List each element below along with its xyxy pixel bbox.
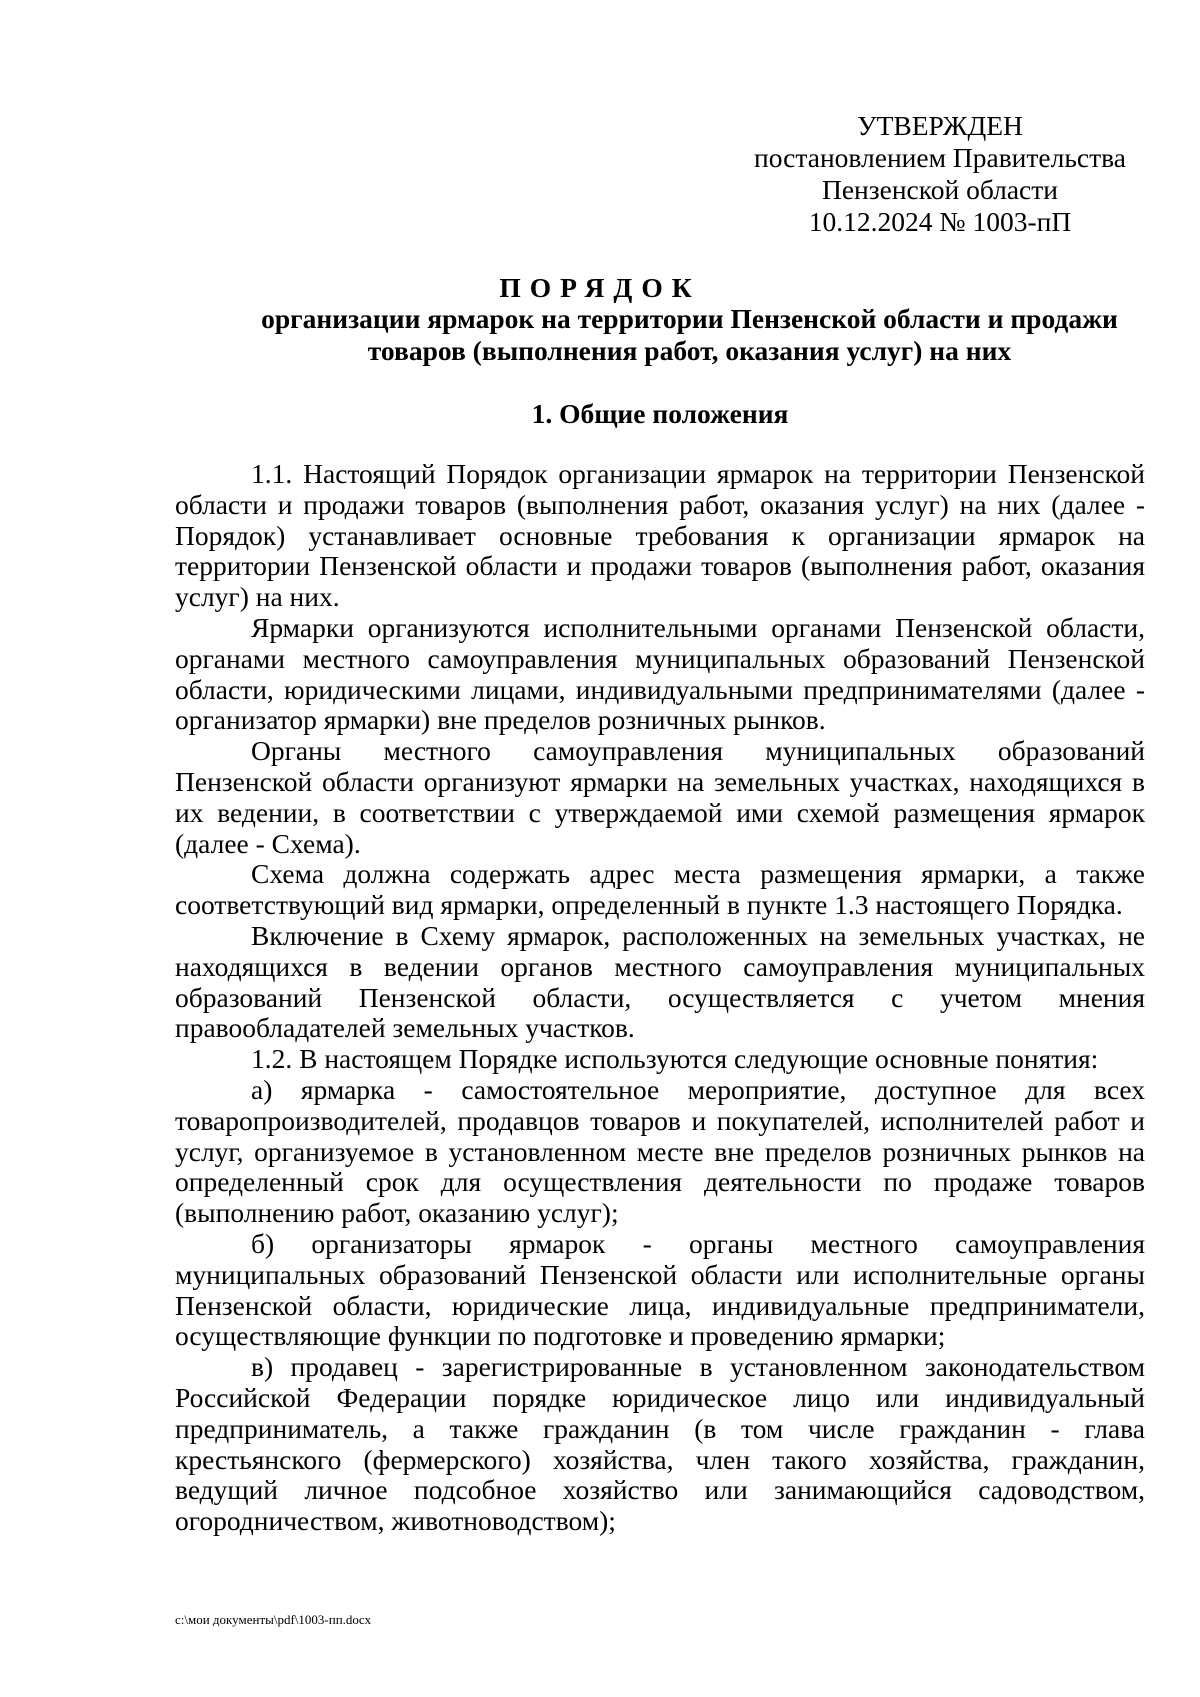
approval-date-number: 10.12.2024 № 1003-пП bbox=[808, 206, 1072, 237]
document-body bbox=[175, 459, 1145, 1537]
paragraph-scheme: Схема должна содержать адрес места размещения ярмарки, а также соответствующий вид ярмарки, определенный в пункте 1.3 настоящего Порядка. bbox=[175, 858, 1145, 921]
definition-b: б) организаторы ярмарок - органы местного самоуправления муниципальных образований Пензенской области или исполнительные органы Пензенской области, юридические лица, индивидуальные предприниматели, осуществляющие функции по подготовке и проведению ярмарки; bbox=[175, 1227, 1145, 1352]
paragraph-1-2: 1.2. В настоящем Порядке используются следующие основные понятия: bbox=[251, 1043, 1099, 1075]
approval-resolution: постановлением Правительства bbox=[754, 142, 1126, 173]
paragraph-local-authorities: Органы местного самоуправления муниципальных образований Пензенской области организуют ярмарки на земельных участках, находящихся в их ведении, в соответствии с утверждаемой ими схемой размещения ярмарок (далее - Схема). bbox=[175, 735, 1145, 859]
file-path-footer: c:\мои документы\pdf\1003-пп.docx bbox=[175, 1612, 372, 1627]
definition-c: в) продавец - зарегистрированные в установленном законодательством Российской Федерации порядке юридическое лицо или индивидуальный предприниматель, а также гражданин (в том числе гражданин - глава крестьянского (фермерского) хозяйства, член такого хозяйства, гражданин, ведущий личное подсобное хозяйство или занимающийся садоводством, огородничеством, животноводством); bbox=[175, 1351, 1145, 1537]
approval-region: Пензенской области bbox=[821, 174, 1058, 205]
document-title: ПОРЯДОК bbox=[499, 272, 701, 303]
document-subtitle: организации ярмарок на территории Пензенской области и продажи товаров (выполнения работ, оказания услуг) на них bbox=[261, 303, 1118, 366]
paragraph-scheme-inclusion: Включение в Схему ярмарок, расположенных на земельных участках, не находящихся в ведении органов местного самоуправления муниципальных образований Пензенской области, осуществляется с учетом мнения правообладателей земельных участков. bbox=[175, 919, 1145, 1044]
approval-stamp bbox=[735, 110, 1145, 238]
section-heading: 1. Общие положения bbox=[531, 398, 789, 429]
paragraph-organizers: Ярмарки организуются исполнительными органами Пензенской области, органами местного самоуправления муниципальных образований Пензенской области, юридическими лицами, индивидуальными предпринимателями (далее - организатор ярмарки) вне пределов розничных рынков. bbox=[175, 611, 1145, 736]
definition-a: а) ярмарка - самостоятельное мероприятие, доступное для всех товаропроизводителей, продавцов товаров и покупателей, исполнителей работ и услуг, организуемое в установленном месте вне пределов розничных рынков на определенный срок для осуществления деятельности по продаже товаров (выполнению работ, оказанию услуг); bbox=[175, 1073, 1145, 1229]
paragraph-1-1: 1.1. Настоящий Порядок организации ярмарок на территории Пензенской области и продажи товаров (выполнения работ, оказания услуг) на них (далее - Порядок) устанавливает основные требования к организации ярмарок на территории Пензенской области и продажи товаров (выполнения работ, оказания услуг) на них. bbox=[175, 458, 1145, 613]
approval-heading: УТВЕРЖДЕН bbox=[857, 110, 1023, 141]
